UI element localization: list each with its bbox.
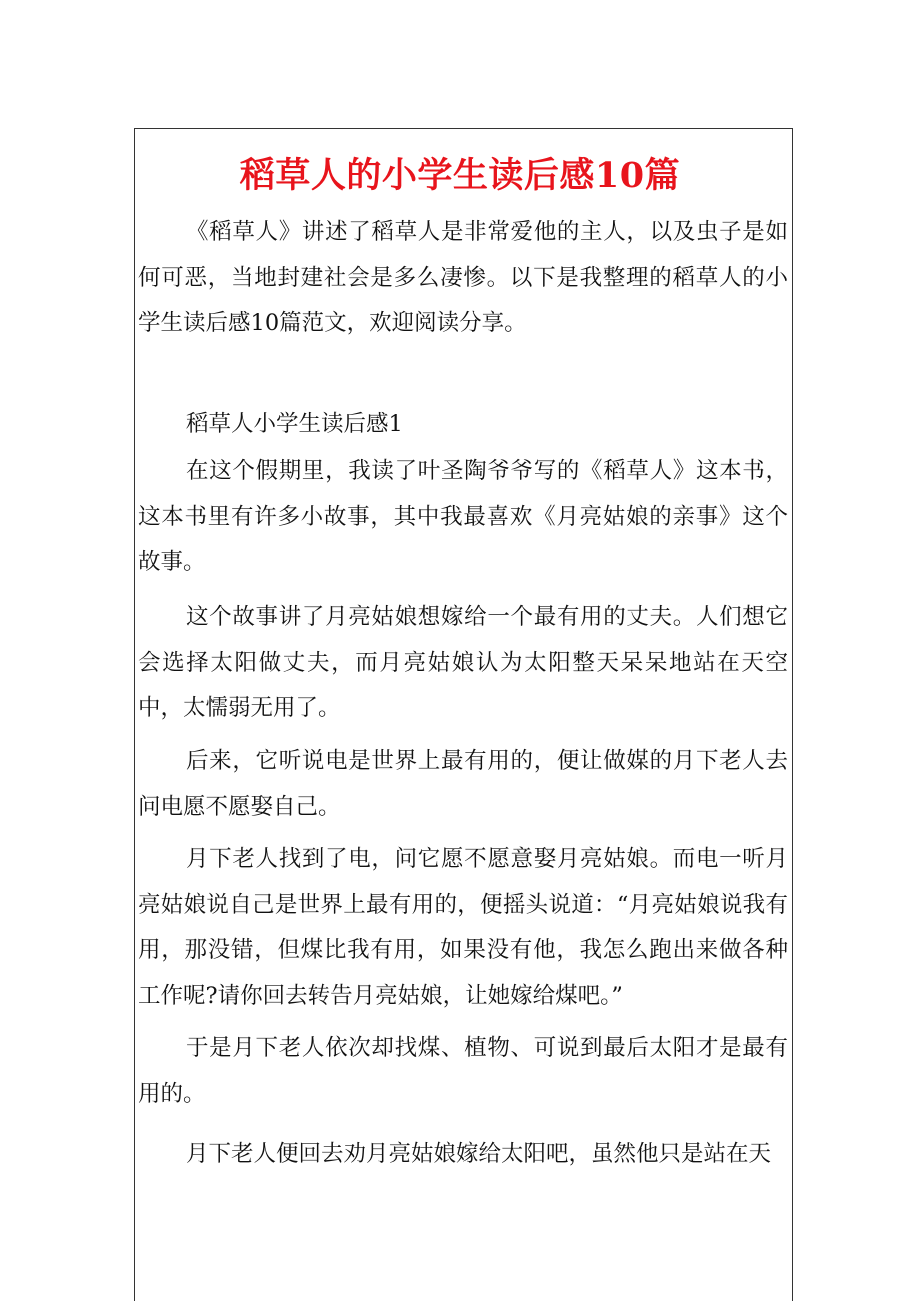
body-paragraph-3: 后来，它听说电是世界上最有用的，便让做媒的月下老人去问电愿不愿娶自己。: [138, 748, 788, 820]
section-heading: 稻草人小学生读后感1: [186, 411, 403, 437]
body-paragraph-4: 月下老人找到了电，问它愿不愿意娶月亮姑娘。而电一听月亮姑娘说自己是世界上最有用的，便摇头说道：“月亮姑娘说我有用，那没错，但煤比我有用，如果没有他，我怎么跑出来做各种工作呢?请你回去转告月亮姑娘，让她嫁给煤吧。”: [138, 846, 788, 1009]
body-paragraph-2: 这个故事讲了月亮姑娘想嫁给一个最有用的丈夫。人们想它会选择太阳做丈夫，而月亮姑娘认为太阳整天呆呆地站在天空中，太懦弱无用了。: [138, 604, 788, 721]
intro-paragraph: 《稻草人》讲述了稻草人是非常爱他的主人，以及虫子是如何可恶，当地封建社会是多么凄惨。以下是我整理的稻草人的小学生读后感10篇范文，欢迎阅读分享。: [138, 219, 788, 336]
body-paragraph-1: 在这个假期里，我读了叶圣陶爷爷写的《稻草人》这本书，这本书里有许多小故事，其中我最喜欢《月亮姑娘的亲事》这个故事。: [138, 458, 788, 575]
body-paragraph-5: 于是月下老人依次却找煤、植物、可说到最后太阳才是最有用的。: [138, 1035, 788, 1107]
document-title: 稻草人的小学生读后感10篇: [239, 155, 681, 197]
body-paragraph-6: 月下老人便回去劝月亮姑娘嫁给太阳吧，虽然他只是站在天: [186, 1141, 772, 1167]
